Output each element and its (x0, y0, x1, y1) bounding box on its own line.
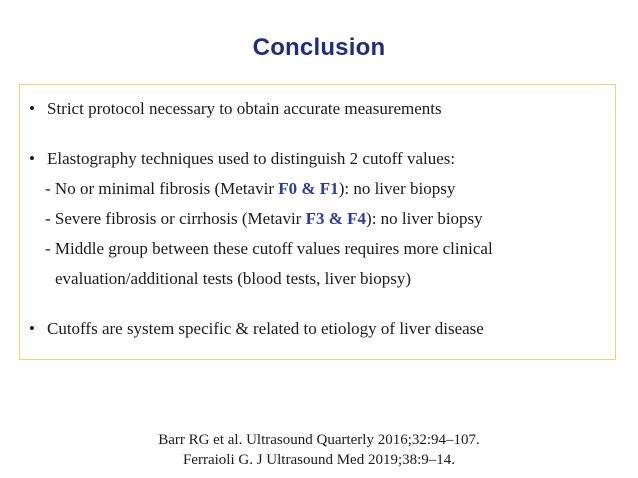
bullet-cutoffs (29, 319, 484, 339)
sub-item-middle-group (45, 239, 493, 259)
sub-item-text: ): no liver biopsy (338, 179, 456, 198)
metavir-highlight: F0 & F1 (278, 179, 339, 198)
bullet-marker: • (29, 149, 35, 168)
slide-title: Conclusion (252, 34, 386, 61)
sub-item-text: - Middle group between these cutoff values requires more clinical (45, 239, 493, 258)
bullet-text: Cutoffs are system specific & related to etiology of liver disease (47, 319, 484, 338)
sub-item-text: - Severe fibrosis or cirrhosis (Metavir (45, 209, 306, 228)
bullet-protocol (29, 99, 442, 119)
sub-item-text: evaluation/additional tests (blood tests, liver biopsy) (55, 269, 411, 288)
bullet-marker: • (29, 319, 35, 338)
metavir-highlight: F3 & F4 (305, 209, 367, 228)
reference-barr: Barr RG et al. Ultrasound Quarterly 2016;32:94–107. (158, 432, 480, 448)
sub-item-text: ): no liver biopsy (366, 209, 483, 228)
sub-item-severe-fibrosis (45, 209, 483, 229)
bullet-text: Elastography techniques used to distinguish 2 cutoff values: (47, 149, 456, 168)
bullet-marker: • (29, 99, 35, 118)
bullet-elastography (29, 149, 455, 169)
sub-item-text: - No or minimal fibrosis (Metavir (45, 179, 279, 198)
sub-item-middle-group-continued (55, 269, 411, 289)
bullet-text: Strict protocol necessary to obtain accurate measurements (47, 99, 442, 118)
reference-ferraioli: Ferraioli G. J Ultrasound Med 2019;38:9–14. (182, 452, 456, 468)
conclusion-box (19, 84, 616, 360)
sub-item-minimal-fibrosis (45, 179, 455, 199)
